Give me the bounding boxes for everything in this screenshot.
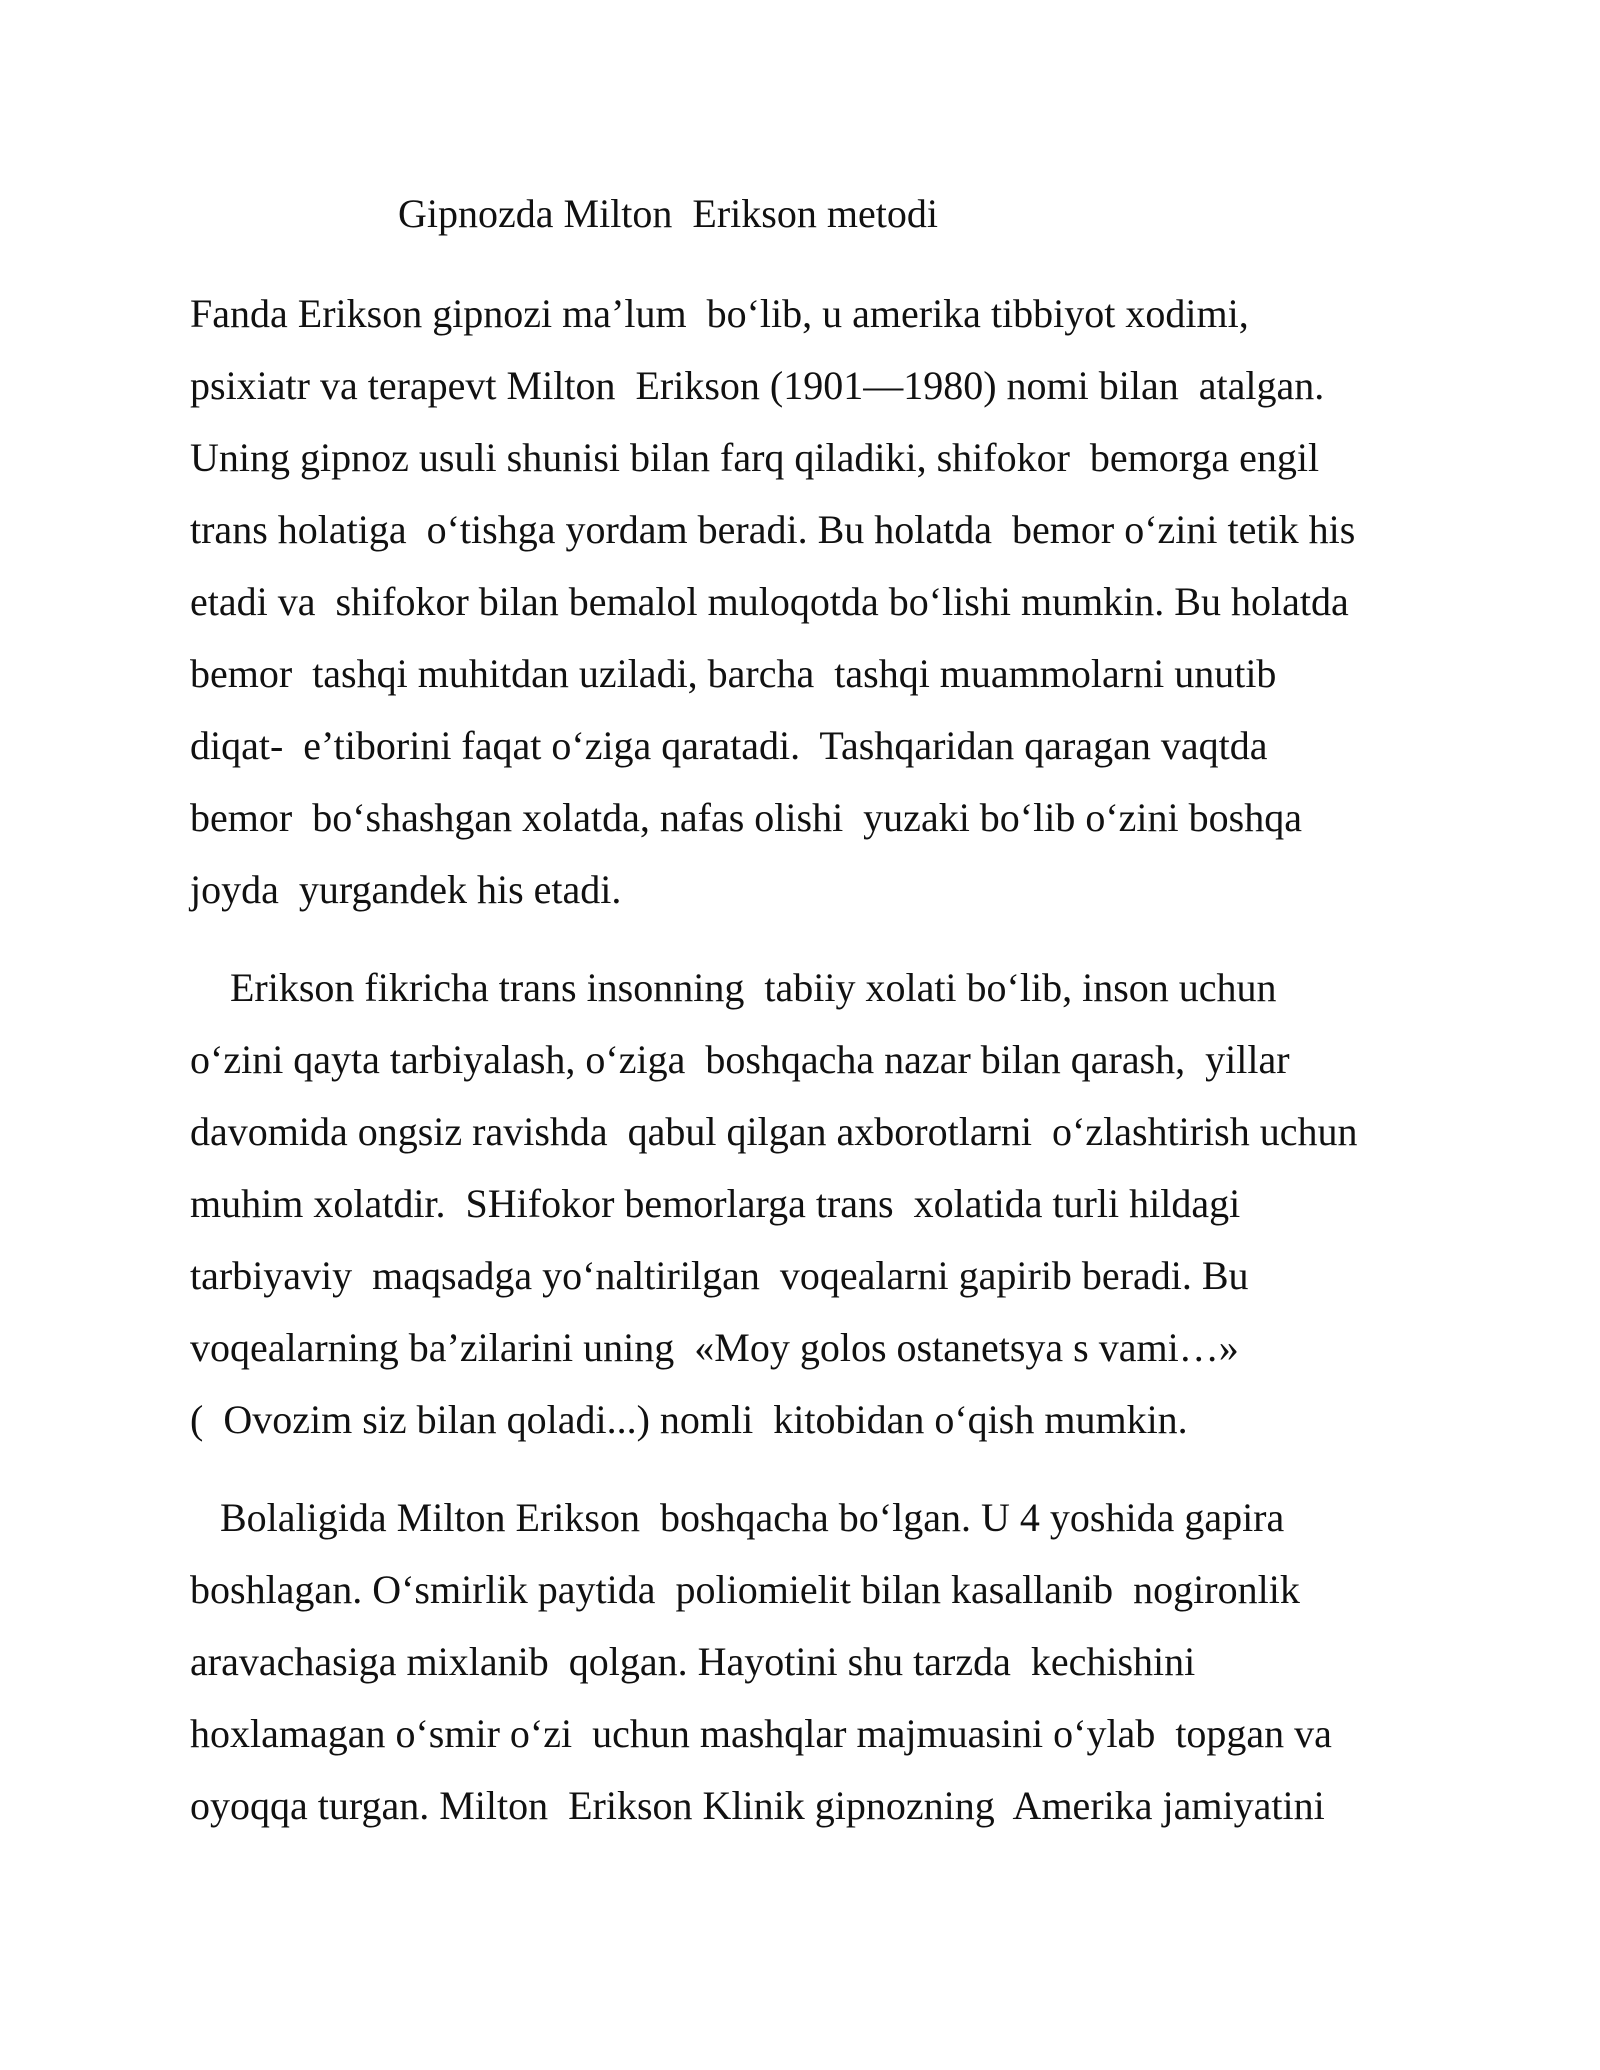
paragraph-3-line: hoxlamagan o‘smir o‘zi uchun mashqlar majmuasini o‘ylab topgan va	[190, 1711, 1332, 1756]
paragraph-1-line: etadi va shifokor bilan bemalol muloqotda bo‘lishi mumkin. Bu holatda	[190, 579, 1349, 624]
paragraph-1-line: Fanda Erikson gipnozi ma’lum bo‘lib, u amerika tibbiyot xodimi,	[190, 291, 1249, 336]
paragraph-2-line: voqealarning ba’zilarini uning «Moy golos ostanetsya s vami…»	[190, 1325, 1239, 1370]
paragraph-3-line: aravachasiga mixlanib qolgan. Hayotini shu tarzda kechishini	[190, 1639, 1196, 1684]
paragraph-2-line: davomida ongsiz ravishda qabul qilgan axborotlarni o‘zlashtirish uchun	[190, 1109, 1358, 1154]
paragraph-1-line: trans holatiga o‘tishga yordam beradi. Bu holatda bemor o‘zini tetik his	[190, 507, 1356, 552]
paragraph-2-line: Erikson fikricha trans insonning tabiiy xolati bo‘lib, inson uchun	[190, 965, 1277, 1010]
paragraph-3-line: Bolaligida Milton Erikson boshqacha bo‘lgan. U 4 yoshida gapira	[190, 1495, 1285, 1540]
paragraph-3-line: boshlagan. O‘smirlik paytida poliomielit bilan kasallanib nogironlik	[190, 1567, 1300, 1612]
paragraph-2-line: muhim xolatdir. SHifokor bemorlarga trans xolatida turli hildagi	[190, 1181, 1241, 1226]
paragraph-2-line: o‘zini qayta tarbiyalash, o‘ziga boshqacha nazar bilan qarash, yillar	[190, 1037, 1290, 1082]
paragraph-1-line: diqat- e’tiborini faqat o‘ziga qaratadi. Tashqaridan qaragan vaqtda	[190, 723, 1268, 768]
paragraph-1-line: bemor tashqi muhitdan uziladi, barcha tashqi muammolarni unutib	[190, 651, 1277, 696]
paragraph-1-line: bemor bo‘shashgan xolatda, nafas olishi yuzaki bo‘lib o‘zini boshqa	[190, 795, 1302, 840]
paragraph-1-line: joyda yurgandek his etadi.	[190, 867, 622, 912]
paragraph-2-line: ( Ovozim siz bilan qoladi...) nomli kitobidan o‘qish mumkin.	[190, 1397, 1188, 1442]
paragraph-3-line: oyoqqa turgan. Milton Erikson Klinik gipnozning Amerika jamiyatini	[190, 1783, 1325, 1828]
document-title: Gipnozda Milton Erikson metodi	[398, 191, 938, 236]
paragraph-1-line: Uning gipnoz usuli shunisi bilan farq qiladiki, shifokor bemorga engil	[190, 435, 1320, 480]
paragraph-2-line: tarbiyaviy maqsadga yo‘naltirilgan voqealarni gapirib beradi. Bu	[190, 1253, 1249, 1298]
paragraph-1-line: psixiatr va terapevt Milton Erikson (1901—1980) nomi bilan atalgan.	[190, 363, 1325, 408]
